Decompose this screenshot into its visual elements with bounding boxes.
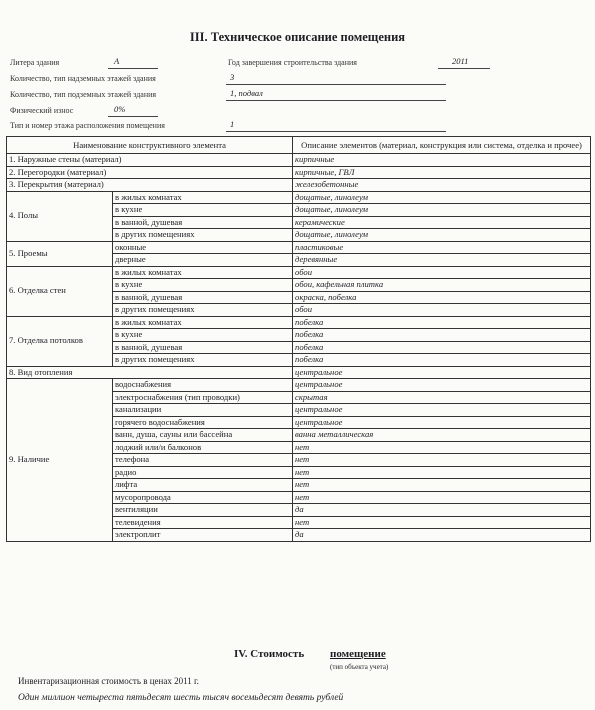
table-header-row (7, 137, 591, 154)
element-group-name: 7. Отделка потолков (7, 316, 113, 366)
element-group-name: 4. Полы (7, 191, 113, 241)
table-row (7, 241, 591, 254)
element-group-name: 5. Проемы (7, 241, 113, 266)
element-name: 1. Наружные стены (материал) (7, 154, 293, 167)
element-subname: оконные (113, 241, 293, 254)
element-description: нет (293, 516, 591, 529)
element-subname: дверные (113, 254, 293, 267)
inventory-cost-in-words: Один миллион четыреста пятьдесят шесть тысяч восемьдесят девять рублей (18, 693, 344, 703)
table-row (7, 154, 591, 167)
element-group-name: 9. Наличие (7, 379, 113, 542)
element-subname: в кухне (113, 204, 293, 217)
element-description: дощатые, линолеум (293, 191, 591, 204)
element-subname: телефона (113, 454, 293, 467)
element-subname: в других помещениях (113, 304, 293, 317)
floor-value: 1 (230, 119, 235, 129)
table-row (7, 179, 591, 192)
element-subname: в жилых комнатах (113, 316, 293, 329)
element-description: дощатые, линолеум (293, 204, 591, 217)
element-description: нет (293, 466, 591, 479)
table-row (7, 316, 591, 329)
element-description: обои, кафельная плитка (293, 279, 591, 292)
element-description: нет (293, 479, 591, 492)
element-subname: в других помещениях (113, 354, 293, 367)
col1-header: Наименование конструктивного элемента (7, 137, 293, 154)
under-floors-label: Количество, тип подземных этажей здания (10, 90, 157, 99)
element-description: нет (293, 491, 591, 504)
element-description: центральное (293, 366, 591, 379)
accounting-object-caption: (тип объекта учета) (330, 663, 389, 671)
element-subname: лоджий или/и балконов (113, 441, 293, 454)
element-description: побелка (293, 341, 591, 354)
element-subname: телевидения (113, 516, 293, 529)
wear-underline (108, 116, 158, 117)
element-subname: радио (113, 466, 293, 479)
element-description: дощатые, линолеум (293, 229, 591, 242)
element-subname: электроснабжения (тип проводки) (113, 391, 293, 404)
element-description: побелка (293, 354, 591, 367)
wear-label: Физический износ (10, 106, 74, 115)
above-floors-label: Количество, тип надземных этажей здания (10, 74, 156, 83)
element-description: нет (293, 441, 591, 454)
element-description: деревянные (293, 254, 591, 267)
element-subname: в ванной, душевая (113, 341, 293, 354)
element-subname: канализации (113, 404, 293, 417)
element-description: центральное (293, 379, 591, 392)
year-underline (438, 68, 490, 69)
technical-description-table (6, 136, 591, 542)
wear-value: 0% (114, 104, 126, 114)
element-subname: в кухне (113, 279, 293, 292)
element-group-name: 6. Отделка стен (7, 266, 113, 316)
table-row (7, 266, 591, 279)
floor-underline (226, 131, 446, 132)
element-description: да (293, 504, 591, 517)
litera-value: А (114, 56, 120, 66)
element-description: нет (293, 454, 591, 467)
accounting-object-type: помещение (330, 648, 386, 660)
above-floors-value: 3 (230, 72, 235, 82)
col2-header: Описание элементов (материал, конструкция или система, отделка и прочее) (293, 137, 591, 154)
element-description: кирпичные, ГВЛ (293, 166, 591, 179)
table-row (7, 379, 591, 392)
element-subname: электроплит (113, 529, 293, 542)
table-row (7, 191, 591, 204)
litera-label: Литера здания (10, 58, 60, 67)
element-description: да (293, 529, 591, 542)
element-description: обои (293, 304, 591, 317)
under-floors-underline (226, 100, 446, 101)
element-description: побелка (293, 329, 591, 342)
element-subname: ванн, душа, сауны или бассейна (113, 429, 293, 442)
floor-label: Тип и номер этажа расположения помещения (10, 121, 165, 130)
element-description: кирпичные (293, 154, 591, 167)
element-subname: мусоропровода (113, 491, 293, 504)
element-description: керамические (293, 216, 591, 229)
element-description: центральное (293, 416, 591, 429)
litera-underline (108, 68, 158, 69)
above-floors-underline (226, 84, 446, 85)
element-subname: в ванной, душевая (113, 291, 293, 304)
element-description: железобетонные (293, 179, 591, 192)
element-subname: в ванной, душевая (113, 216, 293, 229)
element-subname: лифта (113, 479, 293, 492)
element-description: скрытая (293, 391, 591, 404)
element-description: побелка (293, 316, 591, 329)
element-subname: в жилых комнатах (113, 191, 293, 204)
element-subname: в других помещениях (113, 229, 293, 242)
under-floors-value: 1, подвал (230, 88, 263, 98)
element-description: ванна металлическая (293, 429, 591, 442)
element-subname: вентиляции (113, 504, 293, 517)
element-description: центральное (293, 404, 591, 417)
element-subname: водоснабжения (113, 379, 293, 392)
element-subname: в жилых комнатах (113, 266, 293, 279)
element-name: 3. Перекрытия (материал) (7, 179, 293, 192)
year-label: Год завершения строительства здания (228, 58, 357, 67)
element-description: обои (293, 266, 591, 279)
table-row (7, 166, 591, 179)
element-name: 8. Вид отопления (7, 366, 293, 379)
element-name: 2. Перегородки (материал) (7, 166, 293, 179)
element-subname: горячего водоснабжения (113, 416, 293, 429)
element-subname: в кухне (113, 329, 293, 342)
section-title: III. Техническое описание помещения (189, 30, 406, 44)
element-description: окраска, побелка (293, 291, 591, 304)
table-row (7, 366, 591, 379)
inventory-cost-line: Инвентаризационная стоимость в ценах 2011 г. (18, 676, 199, 686)
element-description: пластиковые (293, 241, 591, 254)
year-value: 2011 (452, 56, 469, 66)
cost-section-title: IV. Стоимость (234, 648, 305, 660)
